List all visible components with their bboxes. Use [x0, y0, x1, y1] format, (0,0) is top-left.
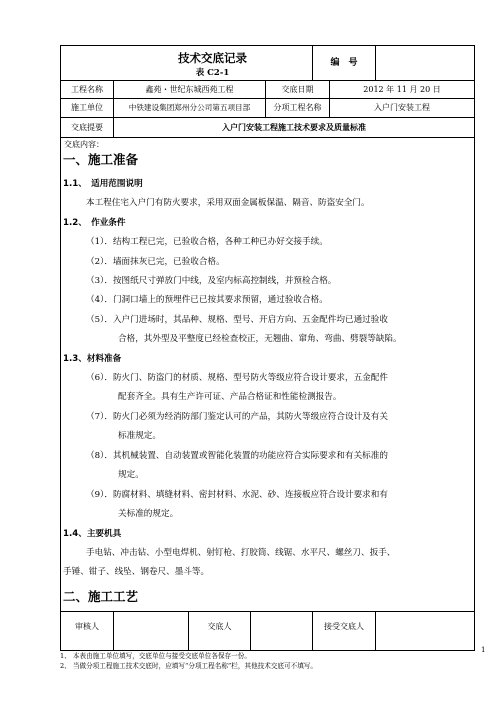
- discloser-label: 交底人: [207, 622, 232, 631]
- summary-value: 入户门安装工程施工技术要求及质量标准: [222, 122, 366, 132]
- subsection-1-4-title: 1.4、主要机具: [63, 529, 122, 539]
- content-label: 交底内容：: [64, 140, 104, 149]
- discloser-signature[interactable]: [251, 612, 312, 650]
- section-1-title: 一、施工准备: [63, 152, 139, 167]
- receiver-label: 接受交底人: [324, 622, 364, 631]
- subproject-label: 分项工程名称: [273, 103, 322, 112]
- list-item: （5）．入户门进场时，其品种、规格、型号、开启方向、五金配件均已通过验收: [86, 315, 388, 325]
- list-item: （7）．防火门必须为经消防部门鉴定认可的产品，其防火等级应符合设计及有关: [86, 412, 388, 422]
- subsection-1-1-text: 本工程住宅入户门有防火要求，采用双面金属板保温、隔音、防盗安全门。: [86, 198, 370, 208]
- list-item: （8）．其机械装置、自动装置或智能化装置的功能应符合实际要求和有关标准的: [86, 451, 388, 461]
- section-2-title: 二、施工工艺: [63, 589, 139, 604]
- date-value: 2012 年 11 月 20 日: [363, 84, 441, 94]
- receiver-signature[interactable]: [376, 612, 474, 650]
- list-item: （1）．结构工程已完，已验收合格，各种工种已办好交接手续。: [86, 237, 328, 247]
- footnote: 1、 本表由施工单位填写，交底单位与接受交底单位各保存一份。: [60, 652, 251, 660]
- list-item: （4）．门洞口墙上的预埋件已已按其要求预留，通过验收合格。: [86, 295, 328, 305]
- subproject-value: 入户门安装工程: [374, 103, 430, 112]
- unit-label: 施工单位: [71, 103, 103, 112]
- table-border-bottom: [60, 650, 475, 651]
- list-item: （6）．防火门、防盗门的材质、规格、型号防火等级应符合设计要求，五金配件: [86, 373, 388, 383]
- tools-line: 手锤、钳子、线坠、钢卷尺、墨斗等。: [63, 567, 210, 577]
- list-item: （9）．防腐材料、填缝材料、密封材料、水泥、砂、连接板应符合设计要求和有: [86, 490, 388, 500]
- page-number: 1: [481, 646, 486, 654]
- project-name-value: 鑫苑・世纪东城西苑工程: [145, 84, 234, 94]
- form-number: 表 C2-1: [195, 68, 230, 78]
- document-title: 技术交底记录: [178, 51, 247, 65]
- number-value[interactable]: [376, 46, 474, 80]
- row-line: [60, 137, 475, 138]
- footnote: 2、 当做分项工程施工技术交底时，应填写“分项工程名称”栏，其他技术交底可不填写。: [60, 662, 317, 670]
- subsection-1-2-title: 1.2、 作业条件: [63, 218, 126, 228]
- date-label: 交底日期: [281, 84, 314, 94]
- list-item-continued: 合格，其外型及平整度已经检查校正，无翘曲、窜角、弯曲、劈裂等缺陷。: [118, 334, 402, 344]
- table-border-right: [474, 45, 475, 651]
- reviewer-signature[interactable]: [114, 612, 188, 650]
- list-item-continued: 规定。: [118, 470, 144, 480]
- tools-line: 手电钻、冲击钻、小型电焊机、射钉枪、打胶筒、线锯、水平尺、螺丝刀、扳手、: [86, 548, 396, 558]
- reviewer-label: 审核人: [75, 622, 99, 631]
- number-label: 编 号: [330, 57, 358, 68]
- project-name-label: 工程名称: [71, 84, 103, 94]
- summary-label: 交底提要: [71, 122, 103, 132]
- list-item-continued: 配套齐全。具有生产许可证、产品合格证和性能检测报告。: [118, 392, 342, 402]
- subsection-1-3-title: 1.3、材料准备: [63, 354, 122, 364]
- list-item-continued: 关标准的规定。: [118, 509, 179, 519]
- subsection-1-1-title: 1.1、 适用范围说明: [63, 179, 143, 189]
- list-item-continued: 标准规定。: [118, 431, 161, 441]
- list-item: （2）．墙面抹灰已完，已验收合格。: [86, 257, 225, 267]
- list-item: （3）．按图纸尺寸弹放门中线，及室内标高控制线，并预检合格。: [86, 276, 337, 286]
- unit-value: 中铁建设集团郑州分公司第五项目部: [128, 103, 251, 113]
